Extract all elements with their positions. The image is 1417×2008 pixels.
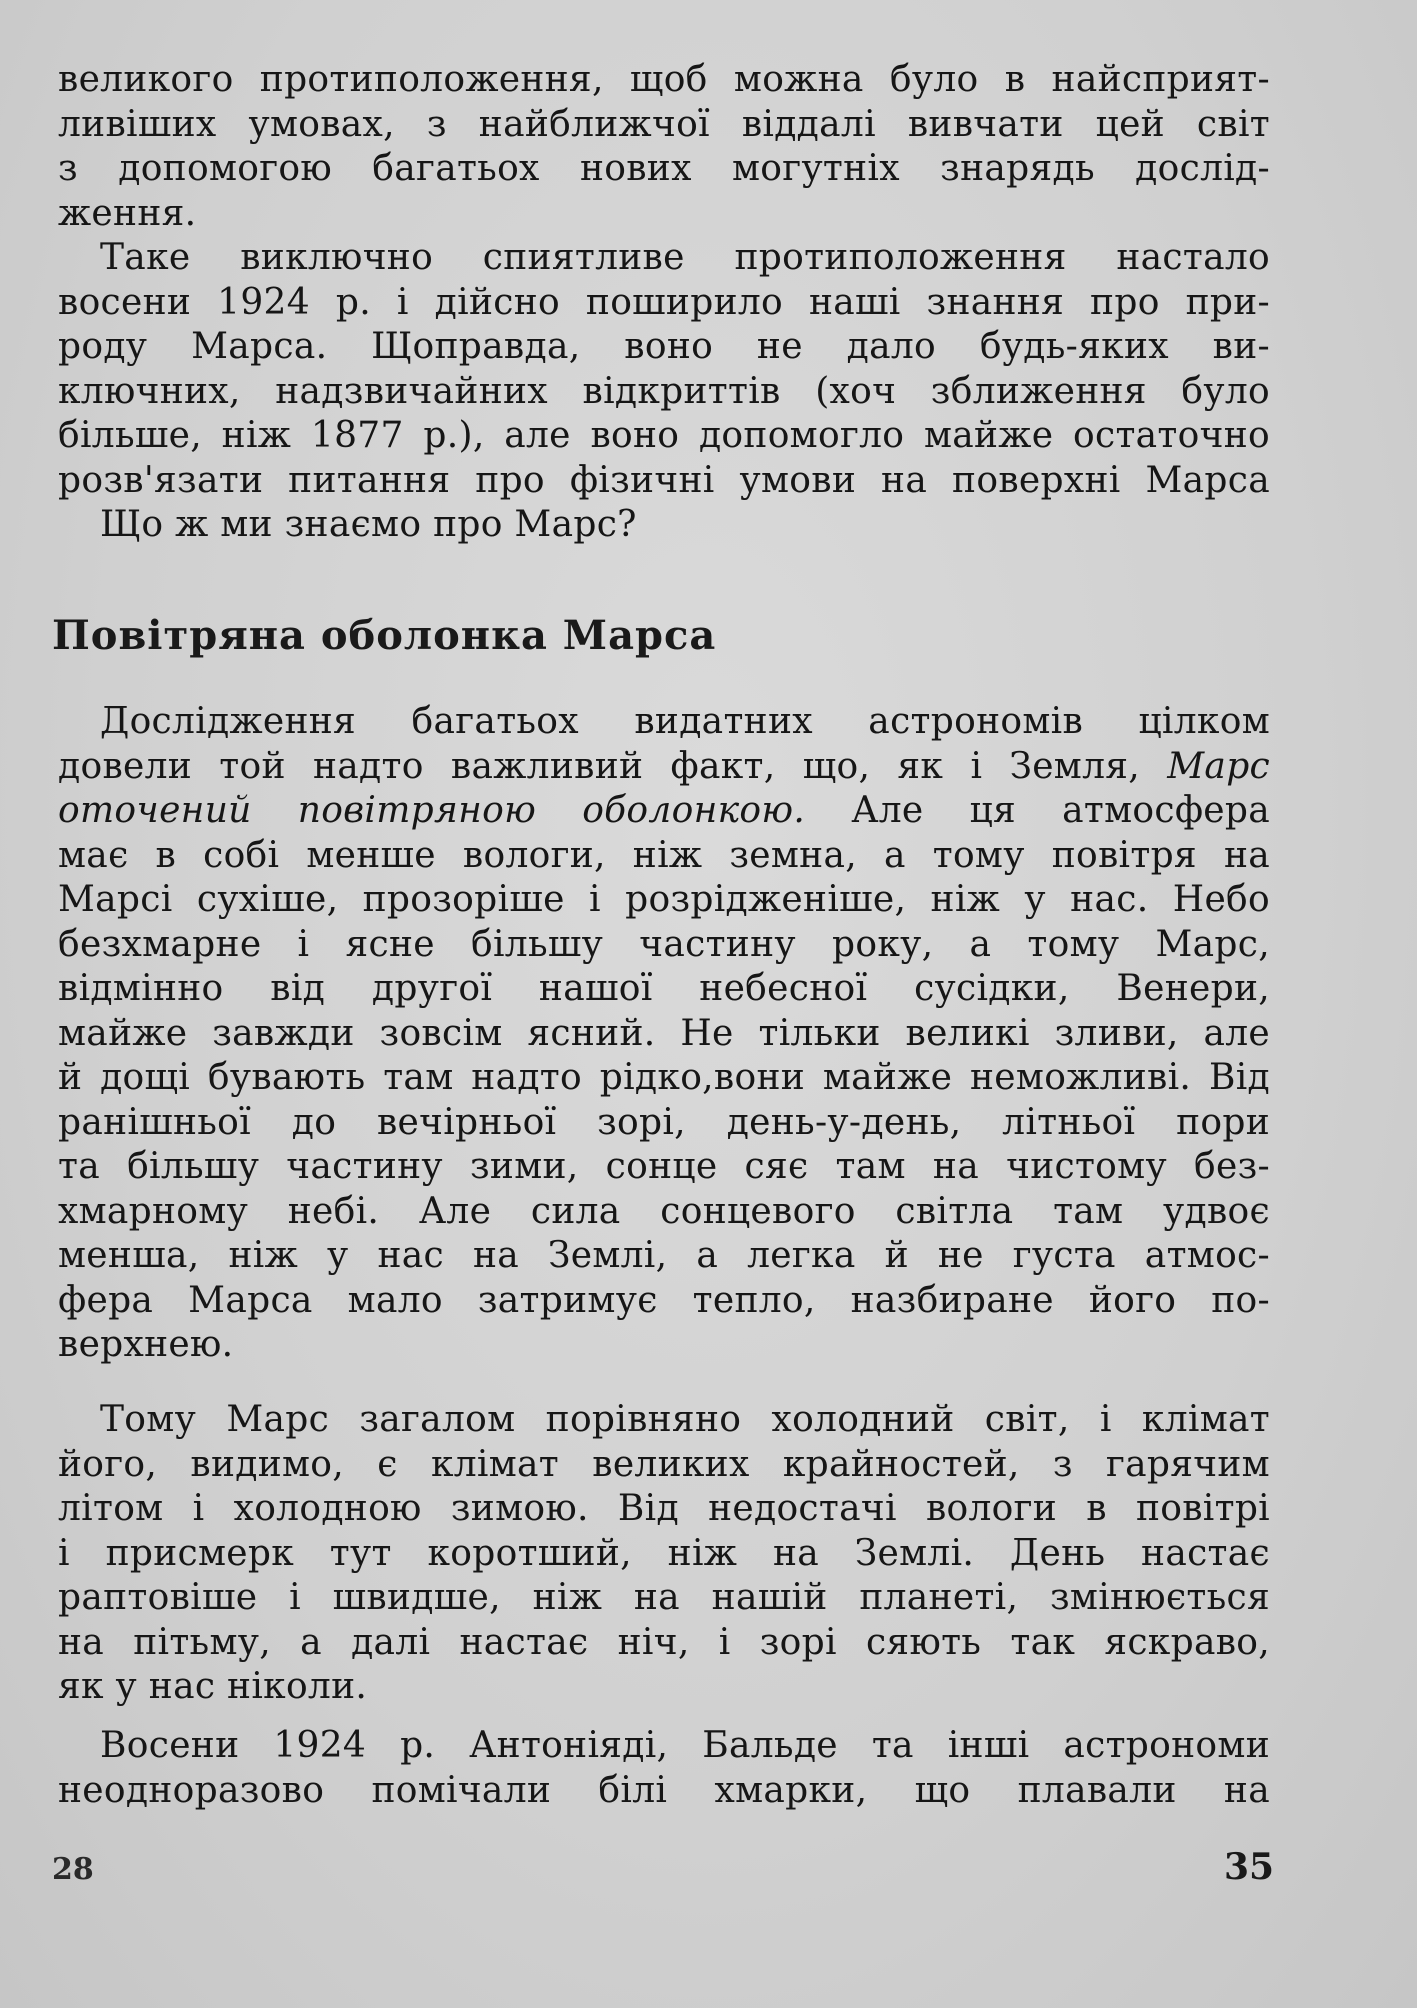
- text-line: й дощі бувають там надто рідко,вони майже неможливі. Від: [58, 1057, 1270, 1098]
- signature-mark: 28: [52, 1852, 94, 1887]
- text-line: Що ж ми знаємо про Марс?: [100, 504, 637, 545]
- text-line: Тому Марс загалом порівняно холодний світ, і клімат: [100, 1399, 1270, 1440]
- text-segment: довели той надто важливий факт, що, як і Земля,: [58, 745, 1141, 787]
- text-line: безхмарне і ясне більшу частину року, а тому Марс,: [58, 923, 1270, 965]
- paragraph-5: [58, 1398, 1270, 1710]
- text-line: фера Марса мало затримує тепло, назбиране його по-: [58, 1279, 1270, 1321]
- text-line: з допомогою багатьох нових могутніх знарядь дослід-: [58, 148, 1270, 189]
- paragraph-1: [58, 58, 1270, 236]
- text-line: і присмерк тут коротший, ніж на Землі. День настає: [58, 1532, 1270, 1574]
- text-line: Марсі сухіше, прозоріше і розрідженіше, ніж у нас. Небо: [58, 879, 1270, 920]
- text-line: неодноразово помічали білі хмарки, що плавали на: [58, 1769, 1270, 1811]
- text-line: Дослідження багатьох видатних астрономів цілком: [100, 701, 1270, 742]
- text-line: верхнею.: [58, 1324, 234, 1365]
- text-line: роду Марса. Щоправда, воно не дало будь-яких ви-: [58, 326, 1270, 367]
- text-line: більше, ніж 1877 р.), але воно допомогло майже остаточно: [58, 415, 1270, 456]
- section-heading: Повітряна оболонка Марса: [52, 612, 717, 659]
- text-line: Таке виключно спиятливе протиположення настало: [100, 237, 1270, 278]
- italic-segment: оточений повітряною оболонкою.: [58, 790, 806, 831]
- text-line: на пітьму, а далі настає ніч, і зорі сяють так яскраво,: [58, 1621, 1270, 1663]
- text-line: та більшу частину зими, сонце сяє там на чистому без-: [58, 1146, 1270, 1187]
- text-line-mixed: [58, 789, 1270, 834]
- text-line: як у нас ніколи.: [58, 1666, 368, 1707]
- text-line: менша, ніж у нас на Землі, а легка й не густа атмос-: [58, 1235, 1270, 1276]
- text-line: восени 1924 р. і дійсно поширило наші знання про при-: [58, 281, 1270, 323]
- text-line-mixed: [58, 745, 1270, 790]
- paragraph-6: [58, 1724, 1270, 1813]
- text-line: раптовіше і швидше, ніж на нашій планеті, змінюється: [58, 1577, 1270, 1618]
- italic-segment: Марс: [1167, 745, 1270, 787]
- text-line: ження.: [58, 192, 197, 234]
- text-line: ранішньої до вечірньої зорі, день-у-день, літньої пори: [58, 1101, 1270, 1143]
- text-line: майже завжди зовсім ясний. Не тільки великі зливи, але: [58, 1012, 1270, 1054]
- text-line: має в собі менше вологи, ніж земна, а тому повітря на: [58, 834, 1270, 876]
- paragraph-4: [58, 700, 1270, 1368]
- text-line: відмінно від другої нашої небесної сусідки, Венери,: [58, 968, 1270, 1009]
- page-number: 35: [1224, 1846, 1275, 1888]
- text-line: розв'язати питання про фізичні умови на поверхні Марса: [58, 459, 1270, 501]
- text-line: Восени 1924 р. Антоніяді, Бальде та інші астрономи: [100, 1725, 1270, 1766]
- text-line: його, видимо, є клімат великих крайностей, з гарячим: [58, 1443, 1270, 1485]
- paragraph-3: [58, 503, 1270, 548]
- text-line: ключних, надзвичайних відкриттів (хоч зближення було: [58, 370, 1270, 412]
- paragraph-2: [58, 236, 1270, 503]
- text-segment: Але ця атмосфера: [851, 790, 1271, 831]
- text-line: літом і холодною зимою. Від недостачі вологи в повітрі: [58, 1488, 1270, 1529]
- text-line: хмарному небі. Але сила сонцевого світла там удвоє: [58, 1190, 1270, 1232]
- text-line: ливіших умовах, з найближчої віддалі вивчати цей світ: [58, 103, 1270, 145]
- text-line: великого протиположення, щоб можна було в найсприят-: [58, 59, 1270, 100]
